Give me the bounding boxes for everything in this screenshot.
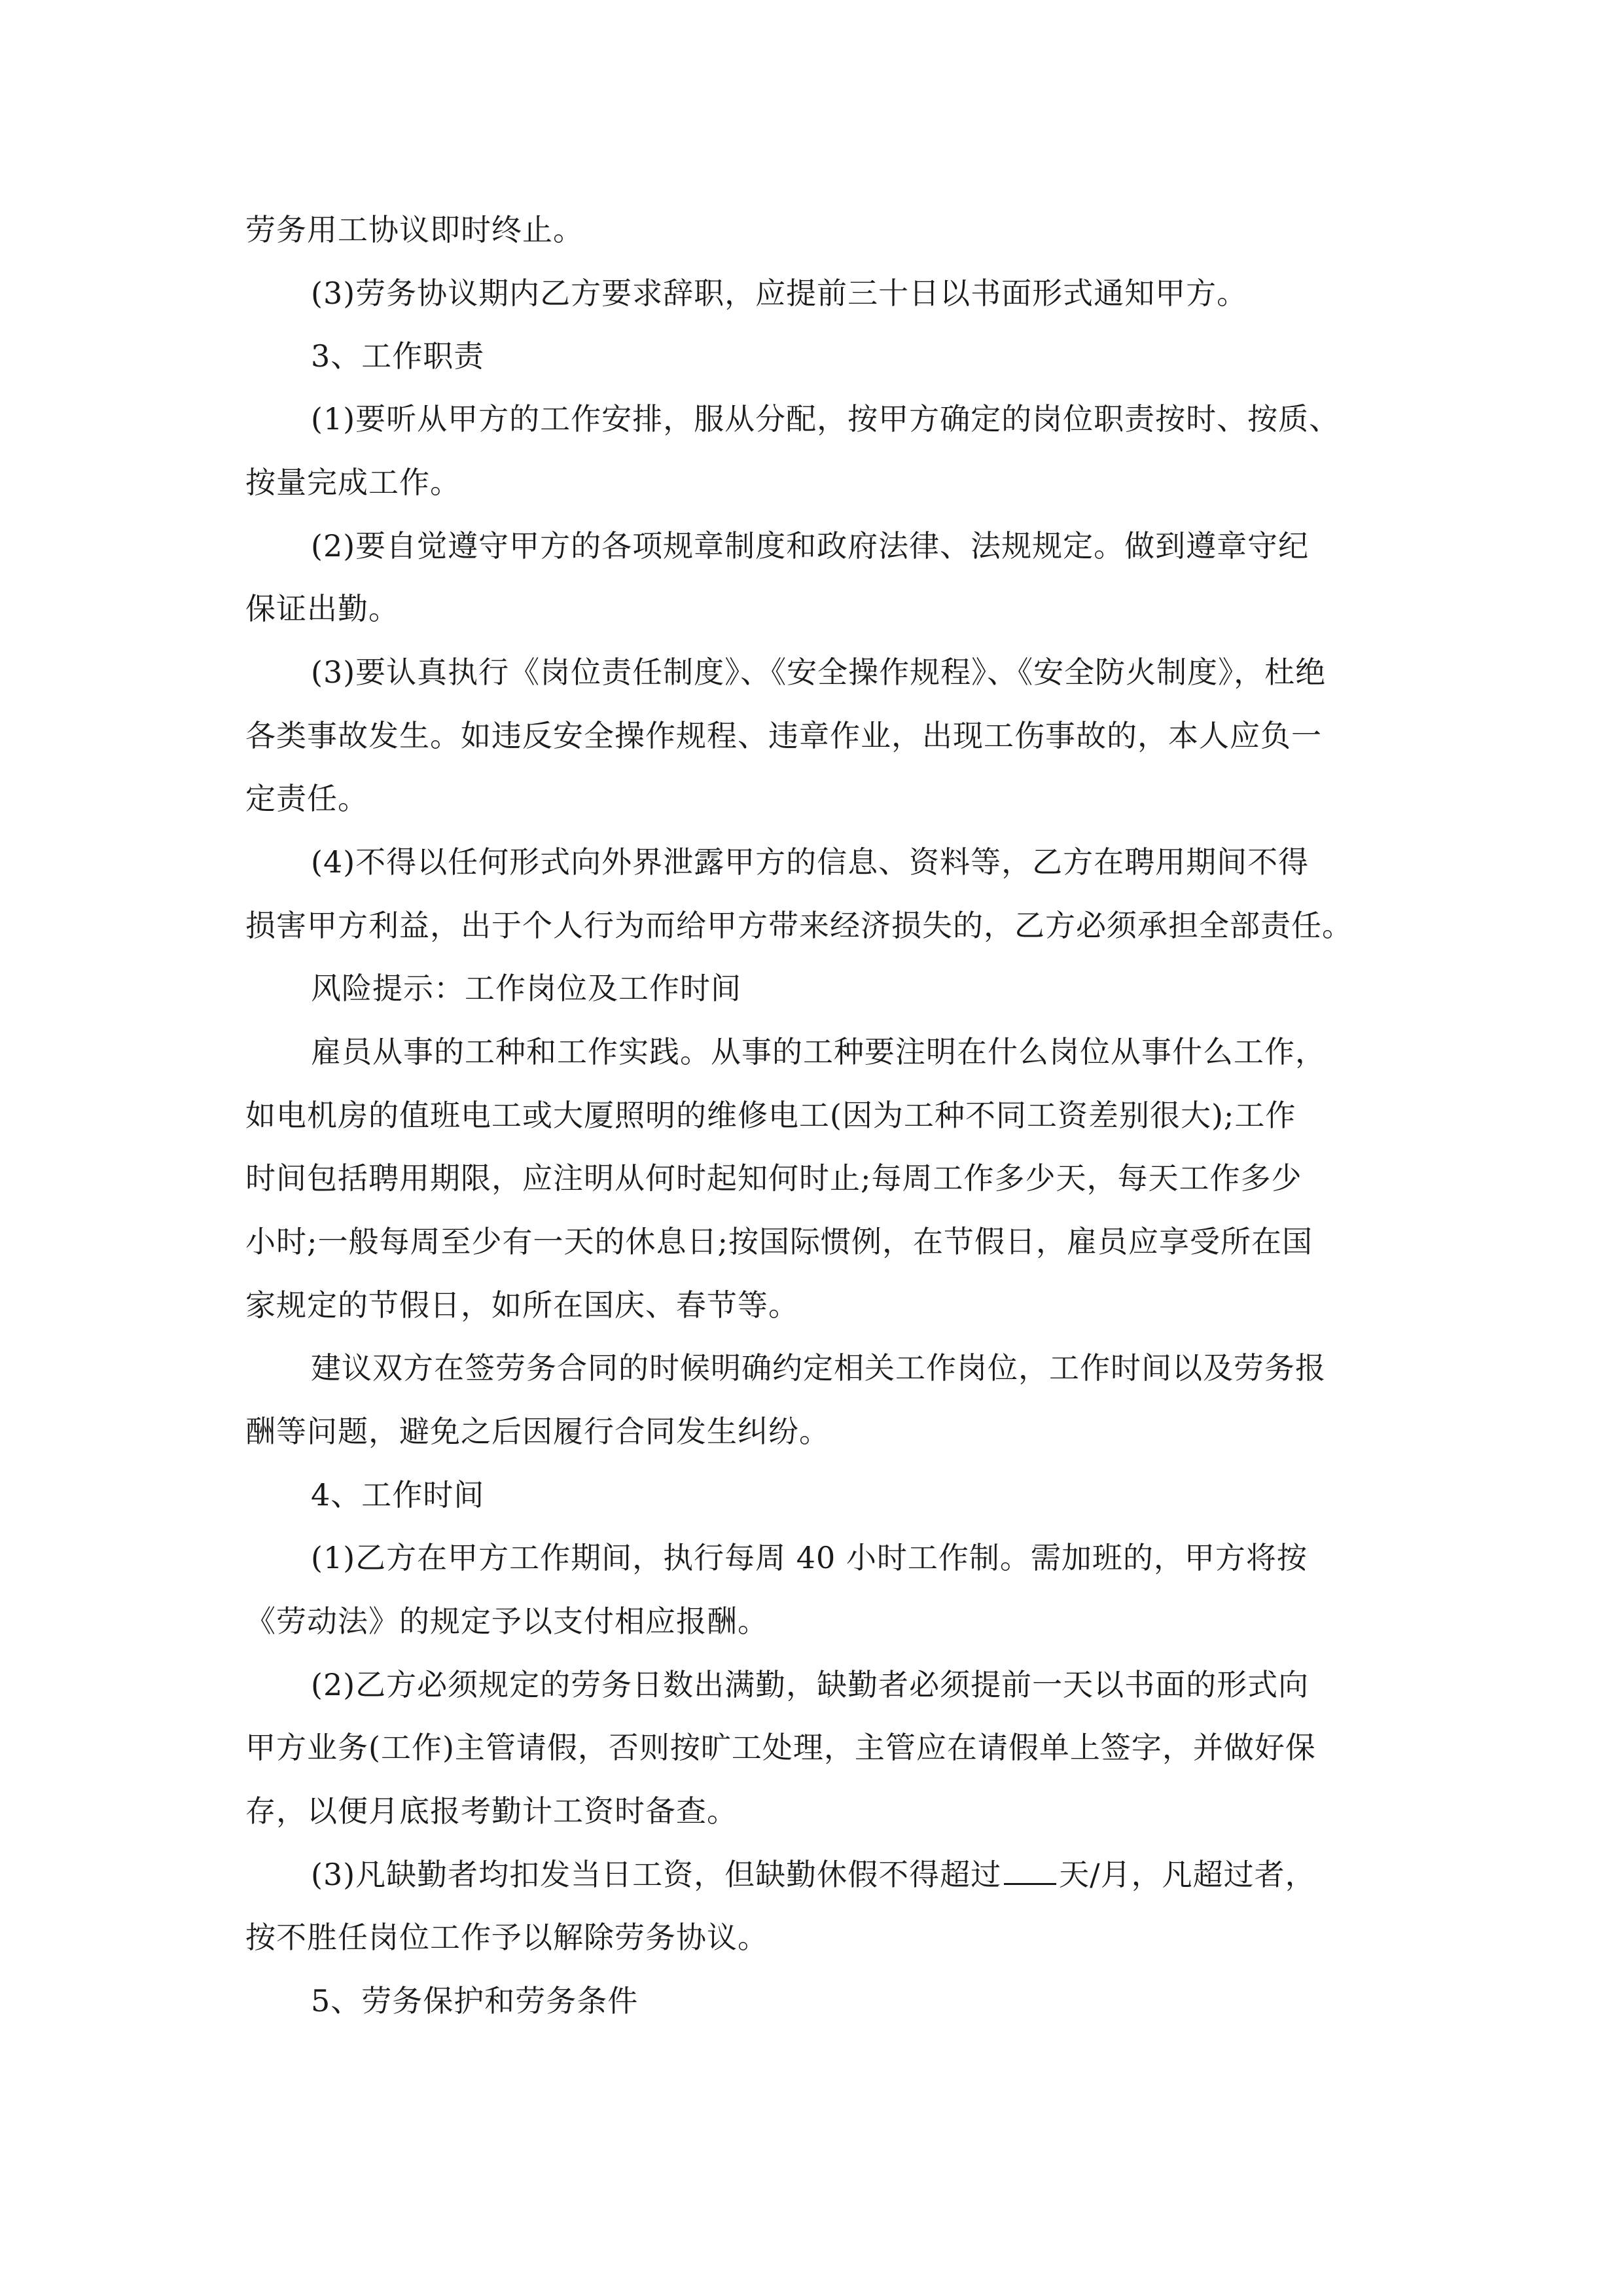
text-line: (4)不得以任何形式向外界泄露甲方的信息、资料等，乙方在聘用期间不得 <box>311 844 1310 880</box>
section-heading: 3、工作职责 <box>311 338 485 374</box>
text-line: 酬等问题，避免之后因履行合同发生纠纷。 <box>245 1414 830 1449</box>
text-line: 存，以便月底报考勤计工资时备查。 <box>245 1793 738 1829</box>
text-line-with-blank <box>311 1855 1316 1894</box>
fill-in-blank <box>1004 1857 1056 1885</box>
text-line: 建议双方在签劳务合同的时候明确约定相关工作岗位，工作时间以及劳务报 <box>311 1350 1326 1386</box>
text-line: 各类事故发生。如违反安全操作规程、违章作业，出现工伤事故的，本人应负一 <box>245 718 1322 753</box>
blank-line-after: 天/月，凡超过者， <box>1059 1857 1316 1892</box>
text-line: 按量完成工作。 <box>245 465 461 500</box>
blank-line-before: (3)凡缺勤者均扣发当日工资，但缺勤休假不得超过 <box>311 1857 1002 1892</box>
risk-heading: 风险提示：工作岗位及工作时间 <box>311 971 741 1006</box>
text-line: 定责任。 <box>245 781 368 816</box>
text-line: 家规定的节假日，如所在国庆、春节等。 <box>245 1287 799 1323</box>
text-line: (1)乙方在甲方工作期间，执行每周 40 小时工作制。需加班的，甲方将按 <box>311 1540 1308 1575</box>
text-line: 损害甲方利益，出于个人行为而给甲方带来经济损失的，乙方必须承担全部责任。 <box>245 908 1353 943</box>
text-line: (3)要认真执行《岗位责任制度》、《安全操作规程》、《安全防火制度》，杜绝 <box>311 655 1327 690</box>
text-line: (2)要自觉遵守甲方的各项规章制度和政府法律、法规规定。做到遵章守纪 <box>311 528 1310 564</box>
text-line: (2)乙方必须规定的劳务日数出满勤，缺勤者必须提前一天以书面的形式向 <box>311 1667 1310 1702</box>
text-line: (1)要听从甲方的工作安排，服从分配，按甲方确定的岗位职责按时、按质、 <box>311 401 1340 437</box>
text-line: 时间包括聘用期限，应注明从何时起知何时止;每周工作多少天，每天工作多少 <box>245 1160 1302 1196</box>
text-line: 保证出勤。 <box>245 591 399 626</box>
text-line: 《劳动法》的规定予以支付相应报酬。 <box>245 1604 768 1639</box>
text-line: 劳务用工协议即时终止。 <box>245 212 584 247</box>
text-line: 雇员从事的工种和工作实践。从事的工种要注明在什么岗位从事什么工作， <box>311 1034 1326 1069</box>
text-line: 按不胜任岗位工作予以解除劳务协议。 <box>245 1920 768 1955</box>
section-heading: 4、工作时间 <box>311 1477 485 1513</box>
text-line: 小时;一般每周至少有一天的休息日;按国际惯例，在节假日，雇员应享受所在国 <box>245 1224 1313 1259</box>
text-line: (3)劳务协议期内乙方要求辞职，应提前三十日以书面形式通知甲方。 <box>311 276 1248 311</box>
section-heading: 5、劳务保护和劳务条件 <box>311 1983 639 2018</box>
text-line: 甲方业务(工作)主管请假，否则按旷工处理，主管应在请假单上签字，并做好保 <box>245 1730 1316 1765</box>
text-line: 如电机房的值班电工或大厦照明的维修电工(因为工种不同工资差别很大);工作 <box>245 1098 1296 1133</box>
